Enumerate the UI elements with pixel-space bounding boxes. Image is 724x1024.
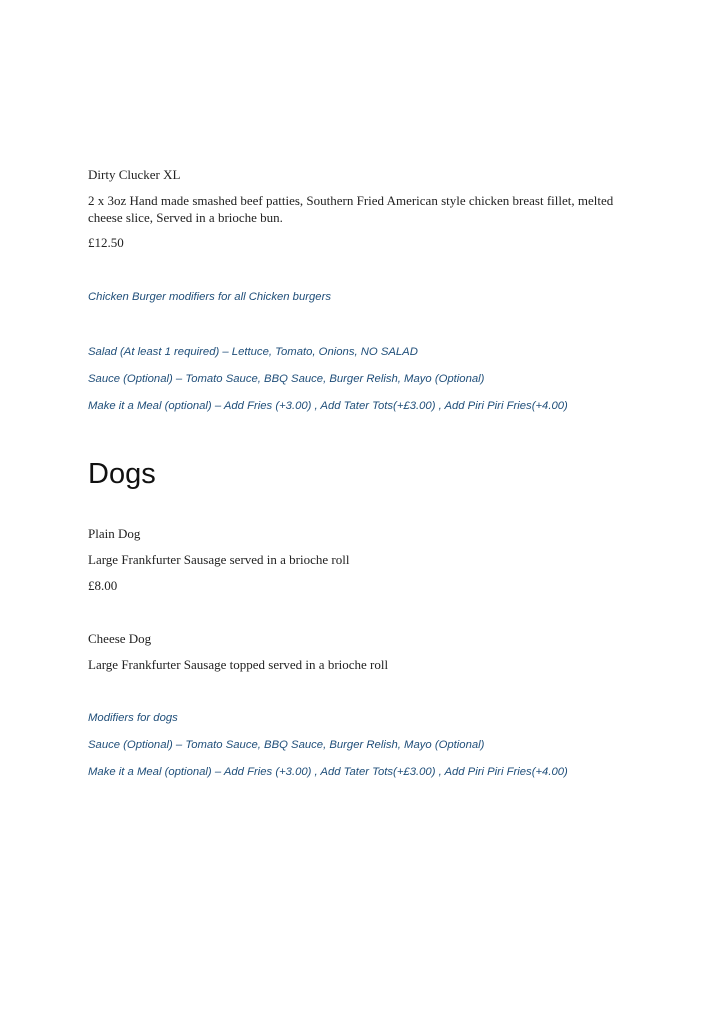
item-price: £12.50: [88, 235, 124, 250]
modifier-sauce: Sauce (Optional) – Tomato Sauce, BBQ Sauce, Burger Relish, Mayo (Optional): [88, 373, 485, 385]
item-price: £8.00: [88, 578, 118, 593]
section-heading-dogs: Dogs: [88, 458, 156, 490]
modifier-meal: Make it a Meal (optional) – Add Fries (+3.00) , Add Tater Tots(+£3.00) , Add Piri Piri Fries(+4.00): [88, 400, 568, 412]
item-name: Cheese Dog: [88, 631, 152, 646]
item-description: Large Frankfurter Sausage topped served in a brioche roll: [88, 657, 389, 672]
item-description: 2 x 3oz Hand made smashed beef patties, Southern Fried American style chicken breast fillet, melted: [88, 193, 614, 208]
item-name: Plain Dog: [88, 526, 141, 541]
item-name: Dirty Clucker XL: [88, 167, 181, 182]
modifier-sauce: Sauce (Optional) – Tomato Sauce, BBQ Sauce, Burger Relish, Mayo (Optional): [88, 739, 485, 751]
item-description: cheese slice, Served in a brioche bun.: [88, 210, 283, 225]
item-description: Large Frankfurter Sausage served in a brioche roll: [88, 552, 350, 567]
modifier-salad: Salad (At least 1 required) – Lettuce, Tomato, Onions, NO SALAD: [88, 346, 418, 358]
modifiers-title: Chicken Burger modifiers for all Chicken burgers: [88, 291, 331, 303]
modifier-meal: Make it a Meal (optional) – Add Fries (+3.00) , Add Tater Tots(+£3.00) , Add Piri Piri Fries(+4.00): [88, 766, 568, 778]
modifiers-title: Modifiers for dogs: [88, 712, 178, 724]
